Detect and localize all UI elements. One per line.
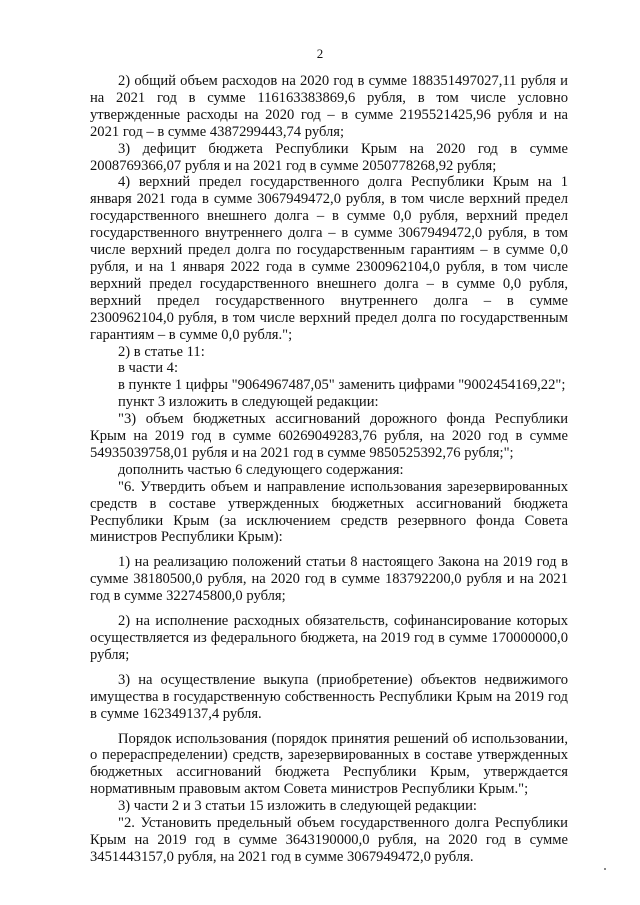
paragraph: пункт 3 изложить в следующей редакции: bbox=[118, 394, 379, 411]
paragraph: "2. Установить предельный объем государственного долга Республики Крым на 2019 год в сумме 3643190000,0 рубля, на 2020 год в сумме 3451443157,0 рубля, на 2021 год в сумме 3067949472,0 рубля. bbox=[90, 815, 568, 865]
paragraph: 3) на осуществление выкупа (приобретение) объектов недвижимого имущества в государственную собственность Республики Крым на 2019 год в сумме 162349137,4 рубля. bbox=[90, 671, 568, 722]
page-number: 2 bbox=[316, 46, 324, 61]
paragraph: "3) объем бюджетных ассигнований дорожного фонда Республики Крым на 2019 год в сумме 60269049283,76 рубля, на 2020 год в сумме 54935039758,01 рубля и на 2021 год в сумме 9850525392,76 рубля;"; bbox=[90, 411, 568, 461]
paragraph: 2) на исполнение расходных обязательств, софинансирование которых осуществляется из федерального бюджета, на 2019 год в сумме 170000000,0 рубля; bbox=[90, 613, 568, 663]
paragraph: в пункте 1 цифры "9064967487,05" заменить цифрами "9002454169,22"; bbox=[118, 377, 566, 394]
paragraph: 2) общий объем расходов на 2020 год в сумме 188351497027,11 рубля и на 2021 год в сумме 116163383869,6 рубля, в том числе условно утвержденные расходы на 2020 год – в сумме 2195521425,96 рубля и на 2021 год – в сумме 4387299443,74 рубля; bbox=[90, 73, 568, 140]
paragraph: Порядок использования (порядок принятия решений об использовании, о перераспределении) средств, зарезервированных в составе утвержденных бюджетных ассигнований бюджета Республики Крым, утверждается нормативным правовым актом Совета министров Республики Крым."; bbox=[90, 730, 568, 798]
scan-speck bbox=[604, 868, 606, 870]
paragraph: 3) части 2 и 3 статьи 15 изложить в следующей редакции: bbox=[118, 798, 477, 815]
paragraph: 2) в статье 11: bbox=[118, 343, 205, 360]
paragraph: 3) дефицит бюджета Республики Крым на 2020 год в сумме 2008769366,07 рубля и на 2021 год в сумме 2050778268,92 рубля; bbox=[90, 140, 568, 174]
paragraph: "6. Утвердить объем и направление использования зарезервированных средств в составе утвержденных бюджетных ассигнований бюджета Республики Крым (за исключением средств резервного фонда Совета министров Республики Крым): bbox=[90, 478, 568, 546]
paragraph: дополнить частью 6 следующего содержания: bbox=[118, 461, 404, 478]
paragraph: 1) на реализацию положений статьи 8 настоящего Закона на 2019 год в сумме 38180500,0 рубля, на 2020 год в сумме 183792200,0 рубля и на 2021 год в сумме 322745800,0 рубля; bbox=[90, 554, 568, 605]
paragraph: 4) верхний предел государственного долга Республики Крым на 1 января 2021 года в сумме 3067949472,0 рубля, в том числе верхний предел государственного внешнего долга – в сумме 0,0 рубля, верхний предел государственного внутреннего долга – в сумме 3067949472,0 рубля, в том числе верхний предел долга по государственным гарантиям – в сумме 0,0 рубля, и на 1 января 2022 года в сумме 2300962104,0 рубля, в том числе верхний предел государственного внешнего долга – в сумме 0,0 рубля, верхний предел государственного внутреннего долга – в сумме 2300962104,0 рубля, в том числе верхний предел долга по государственным гарантиям – в сумме 0,0 рубля."; bbox=[90, 174, 568, 343]
paragraph: в части 4: bbox=[118, 360, 179, 377]
document-body bbox=[90, 73, 568, 866]
